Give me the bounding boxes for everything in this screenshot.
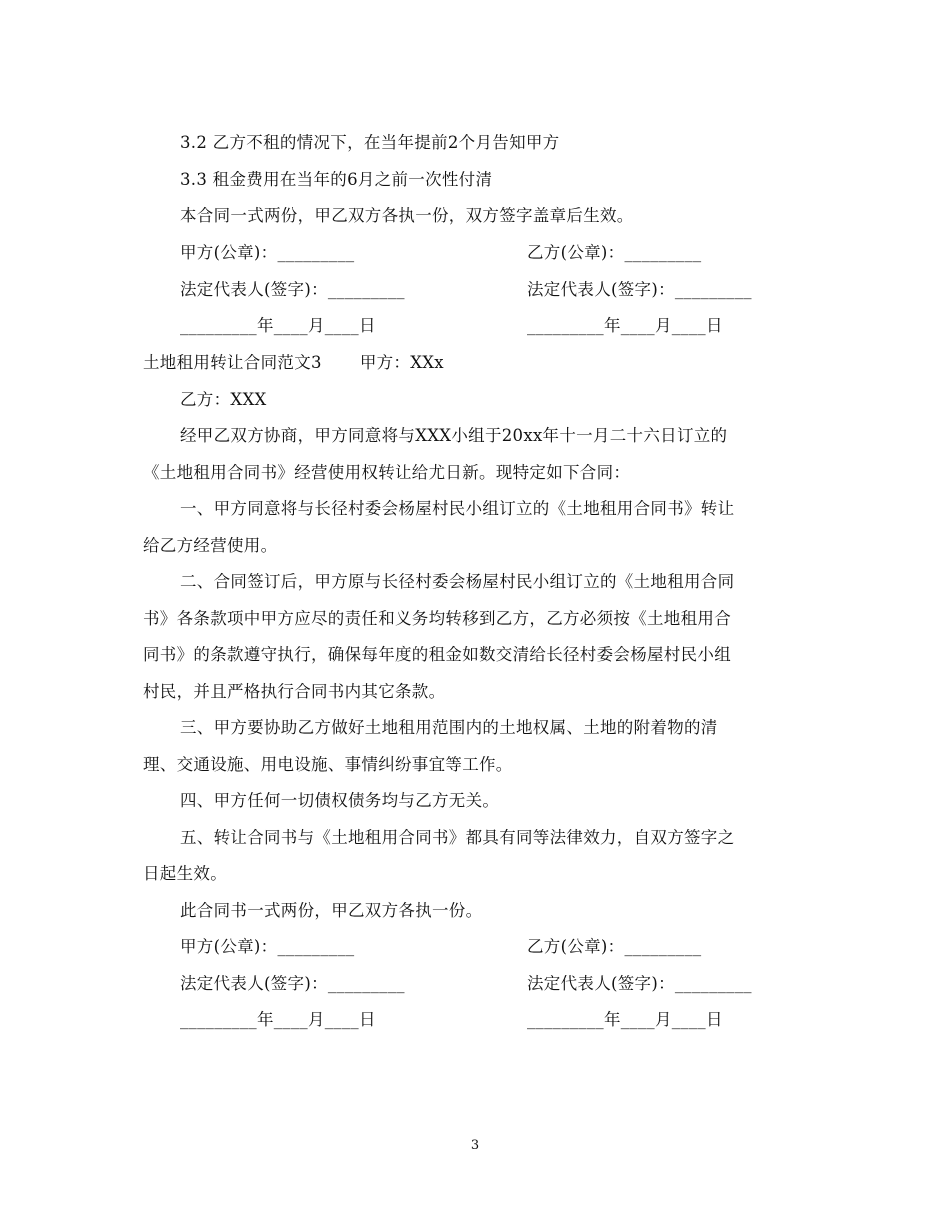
closing-statement: 此合同书一式两份，甲乙双方各执一份。 <box>180 901 483 920</box>
party-a-representative: 法定代表人(签字)：_________ <box>180 280 405 299</box>
intro-line-2: 《土地租用合同书》经营使用权转让给尤日新。现特定如下合同： <box>143 463 631 482</box>
party-b-representative: 法定代表人(签字)：_________ <box>527 974 752 993</box>
party-b-seal: 乙方(公章)：_________ <box>527 937 702 956</box>
contract-3-party-a: 甲方：XXx <box>359 353 444 372</box>
party-a-date: _________年____月____日 <box>180 1010 376 1029</box>
clause-5-line-1: 五、转让合同书与《土地租用合同书》都具有同等法律效力，自双方签字之 <box>180 828 735 847</box>
contract-3-heading-line <box>143 353 444 373</box>
party-a-representative: 法定代表人(签字)：_________ <box>180 974 405 993</box>
party-b-date: _________年____月____日 <box>527 316 723 335</box>
party-a-seal: 甲方(公章)：_________ <box>180 937 355 956</box>
clause-2-line-2: 书》各条款项中甲方应尽的责任和义务均转移到乙方，乙方必须按《土地租用合 <box>143 609 731 628</box>
party-b-seal: 乙方(公章)：_________ <box>527 243 702 262</box>
clause-3-line-2: 理、交通设施、用电设施、事情纠纷事宜等工作。 <box>143 755 513 774</box>
copies-statement: 本合同一式两份，甲乙双方各执一份，双方签字盖章后生效。 <box>180 206 634 225</box>
clause-5-line-2: 日起生效。 <box>143 864 227 883</box>
page-number: 3 <box>470 1138 480 1153</box>
clause-2-line-1: 二、合同签订后，甲方原与长径村委会杨屋村民小组订立的《土地租用合同 <box>180 572 735 591</box>
clause-2-line-4: 村民，并且严格执行合同书内其它条款。 <box>143 682 446 701</box>
party-a-seal: 甲方(公章)：_________ <box>180 243 355 262</box>
clause-3-line-1: 三、甲方要协助乙方做好土地租用范围内的土地权属、土地的附着物的清 <box>180 718 718 737</box>
clause-3-2: 3.2 乙方不租的情况下，在当年提前2个月告知甲方 <box>180 133 560 152</box>
party-b-date: _________年____月____日 <box>527 1010 723 1029</box>
clause-2-line-3: 同书》的条款遵守执行，确保每年度的租金如数交清给长径村委会杨屋村民小组 <box>143 645 731 664</box>
intro-line-1: 经甲乙双方协商，甲方同意将与XXX小组于20xx年十一月二十六日订立的 <box>180 426 728 445</box>
clause-4-line-1: 四、甲方任何一切债权债务均与乙方无关。 <box>180 791 500 810</box>
contract-3-heading: 土地租用转让合同范文3 <box>143 353 322 372</box>
party-b-representative: 法定代表人(签字)：_________ <box>527 280 752 299</box>
party-a-date: _________年____月____日 <box>180 316 376 335</box>
clause-1-line-1: 一、甲方同意将与长径村委会杨屋村民小组订立的《土地租用合同书》转让 <box>180 499 735 518</box>
clause-3-3: 3.3 租金费用在当年的6月之前一次性付清 <box>180 170 493 189</box>
clause-1-line-2: 给乙方经营使用。 <box>143 536 278 555</box>
contract-3-party-b: 乙方：XXX <box>180 390 267 409</box>
